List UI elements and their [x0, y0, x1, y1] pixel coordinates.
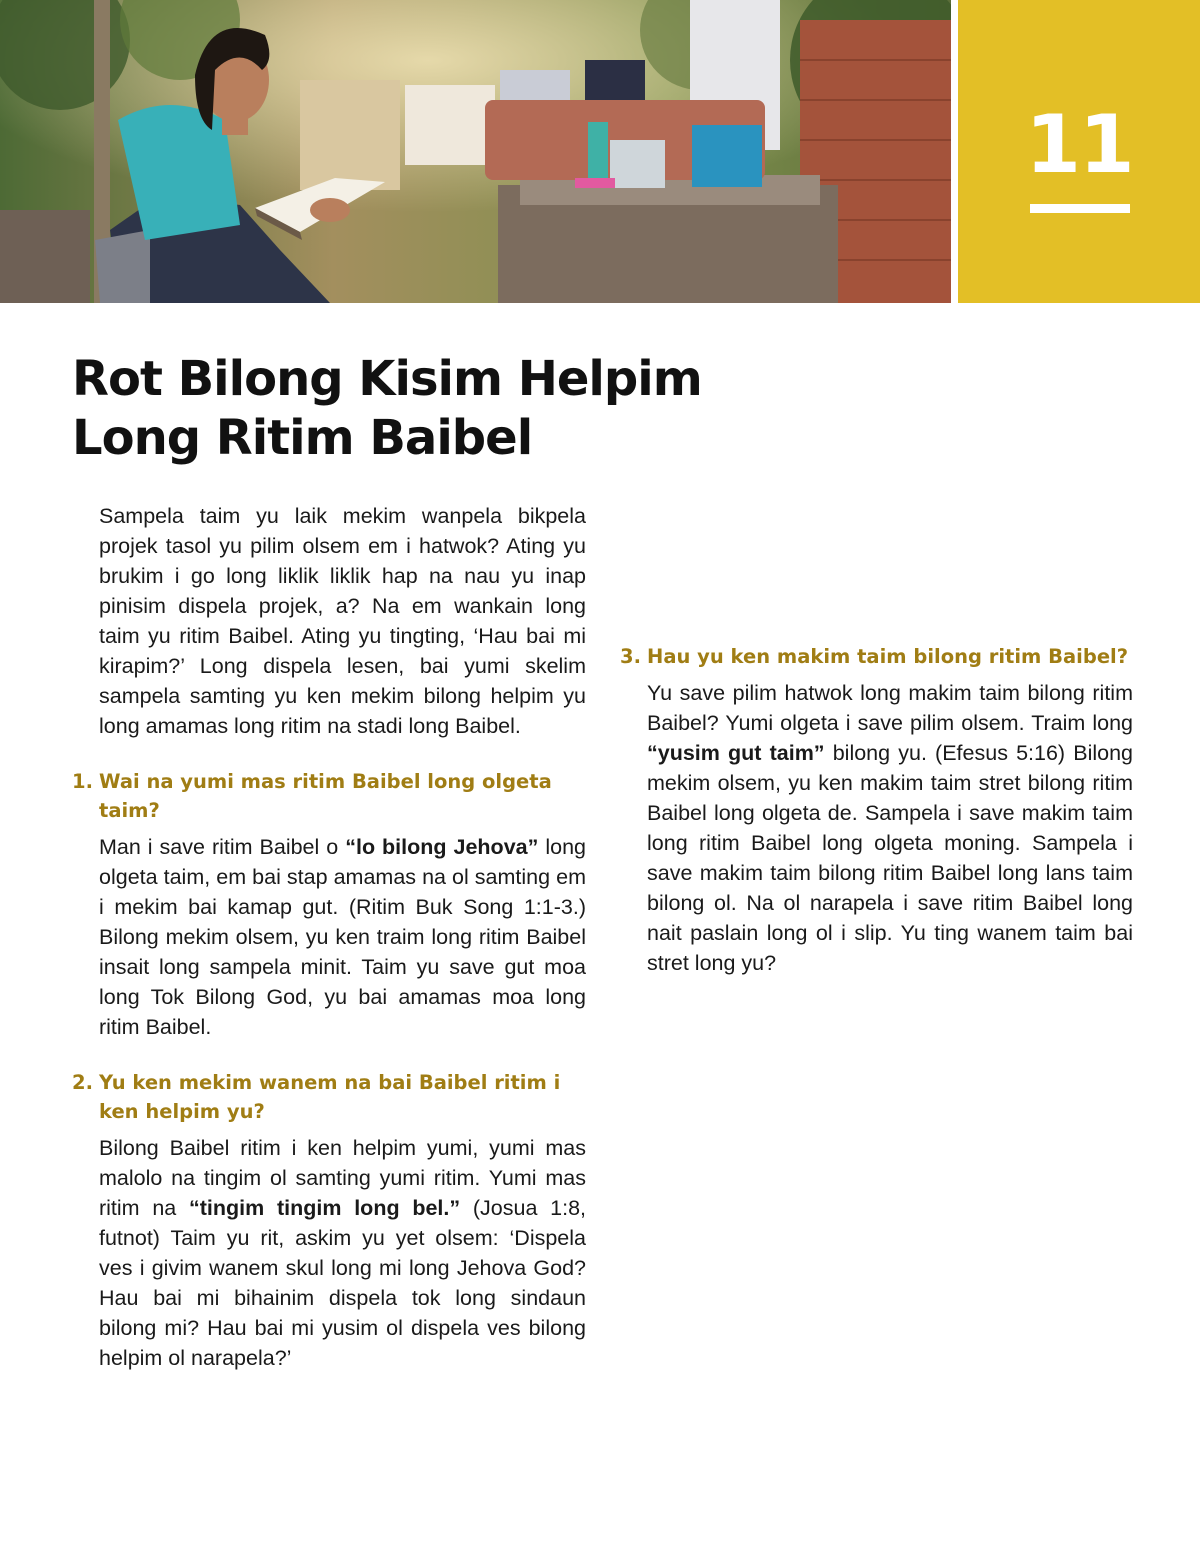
section-3-question — [620, 642, 1133, 671]
header-photo — [0, 0, 951, 303]
section-1-text-a: Man i save ritim Baibel o — [99, 835, 346, 859]
section-1-question-text: Wai na yumi mas ritim Baibel long olgeta taim? — [99, 770, 552, 822]
section-2-text-a: Bilong Baibel ritim i ken helpim yumi, yumi mas malolo na tingim ol samting yumi ritim. Yumi mas ritim na — [99, 1136, 586, 1220]
lesson-badge — [958, 0, 1200, 303]
section-3-emphasis: “yusim gut taim” — [647, 741, 825, 765]
lesson-number: 11 — [1025, 98, 1133, 191]
page-title-line-2: Long Ritim Baibel — [72, 410, 533, 466]
section-2-paragraph — [72, 1133, 586, 1373]
right-column — [620, 501, 1133, 978]
section-2-question-text: Yu ken mekim wanem na bai Baibel ritim i ken helpim yu? — [99, 1071, 561, 1123]
section-1-number: 1. — [72, 770, 93, 793]
page-title — [72, 350, 772, 468]
intro-paragraph: Sampela taim yu laik mekim wanpela bikpela projek tasol yu pilim olsem em i hatwok? Ating yu brukim i go long liklik liklik hap na nau yu inap pinisim dispela projek, a? Na em wankain long taim yu ritim Baibel. Ating yu tingting, ‘Hau bai mi kirapim?’ Long dispela lesen, bai yumi skelim sampela samting yu ken mekim bilong helpim yu long amamas long ritim na stadi long Baibel. — [99, 504, 586, 738]
left-column — [72, 501, 586, 1373]
section-2-question — [72, 1068, 586, 1126]
section-3-question-text: Hau yu ken makim taim bilong ritim Baibel? — [647, 645, 1129, 668]
page-title-line-1: Rot Bilong Kisim Helpim — [72, 351, 702, 407]
lesson-number-underline — [1030, 204, 1130, 213]
section-1-paragraph — [72, 832, 586, 1042]
section-1-question — [72, 767, 586, 825]
section-2-emphasis: “tingim tingim long bel.” — [189, 1196, 461, 1220]
section-2-text-b: (Josua 1:8, futnot) Taim yu rit, askim yu yet olsem: ‘Dispela ves i givim wanem skul long mi long Jehova God? Hau bai mi bihainim dispela tok long sindaun bilong mi? Hau bai mi yusim ol dispela ves bilong helpim ol narapela?’ — [99, 1196, 587, 1370]
section-3-number: 3. — [620, 645, 641, 668]
section-2-number: 2. — [72, 1071, 93, 1094]
section-1-text-b: long olgeta taim, em bai stap amamas na ol samting em i mekim bai kamap gut. (Ritim Buk Song 1:1-3.) Bilong mekim olsem, yu ken traim long ritim Baibel insait long sampela minit. Taim yu save gut moa long Tok Bilong God, yu bai amamas moa long ritim Baibel. — [99, 835, 586, 1039]
section-1-emphasis: “lo bilong Jehova” — [345, 835, 539, 859]
section-3-text-a: Yu save pilim hatwok long makim taim bilong ritim Baibel? Yumi olgeta i save pilim olsem. Traim long — [647, 681, 1133, 735]
section-3-text-b: bilong yu. (Efesus 5:16) Bilong mekim olsem, yu ken makim taim stret bilong ritim Baibel long olgeta de. Sampela i save makim taim long ritim Baibel long olgeta moning. Sampela i save makim taim bilong ritim Baibel long lans taim bilong ol. Na ol narapela i save ritim Baibel long nait paslain long ol i slip. Yu ting wanem taim bai stret long yu? — [647, 741, 1133, 975]
section-3-paragraph — [620, 678, 1133, 978]
woman-reading-bible-photo — [0, 0, 951, 303]
